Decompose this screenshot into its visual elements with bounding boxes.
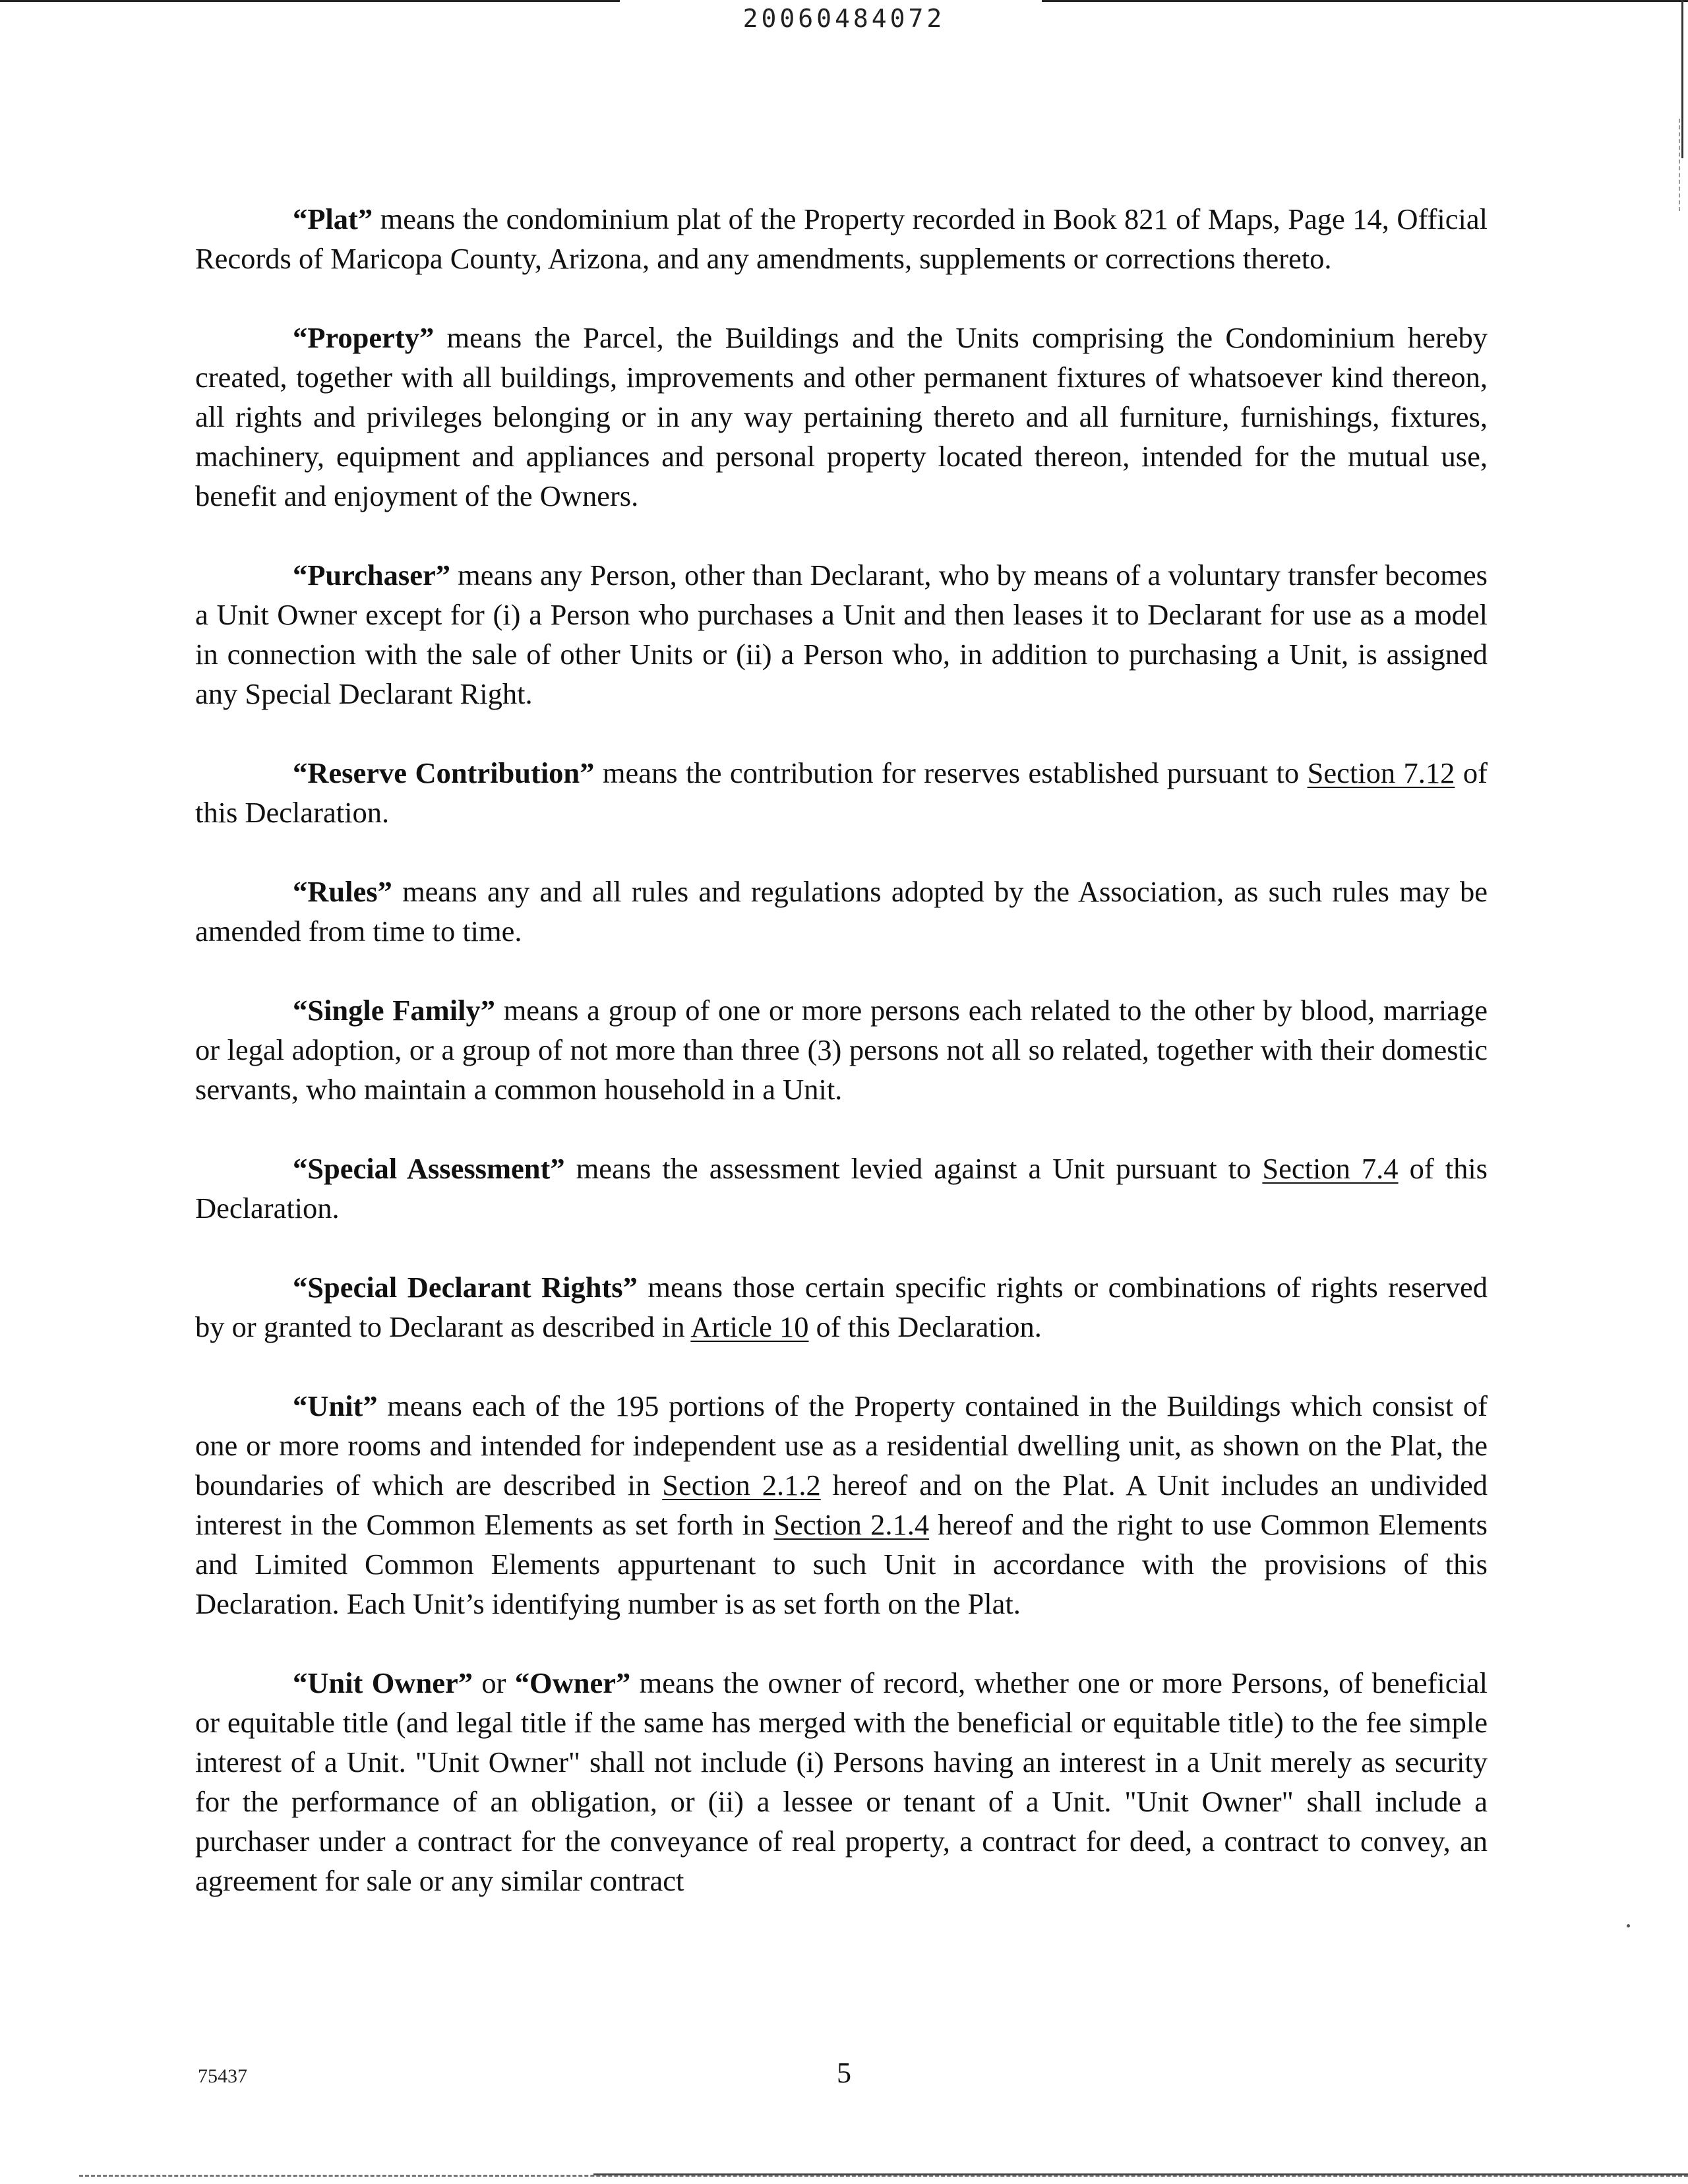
defined-term: “Rules” <box>293 875 392 908</box>
definition-text: of this Declaration. <box>195 1152 1488 1225</box>
defined-term: “Purchaser” <box>293 559 450 592</box>
definition-text: means the condominium plat of the Property recorded in Book 821 of Maps, Page 14, Official Records of Maricopa County, Arizona, and any amendments, supplements or corrections thereto. <box>195 202 1488 275</box>
definition-text: means each of the 195 portions of the Property contained in the Buildings which consist of one or more rooms and intended for independent use as a residential dwelling unit, as shown on the Plat, the boundaries of which are described in <box>195 1389 1488 1502</box>
definition-text: means the assessment levied against a Unit pursuant to <box>564 1152 1263 1185</box>
footer-document-id: 75437 <box>198 2065 247 2087</box>
definition-text: means those certain specific rights or combinations of rights reserved by or granted to Declarant as described in <box>195 1271 1488 1343</box>
scan-edge-marks <box>1679 119 1683 211</box>
definition-text: or <box>472 1666 515 1699</box>
scan-border-top-right <box>1042 0 1688 2</box>
definition-paragraph <box>195 1149 1488 1228</box>
page-number: 5 <box>837 2057 851 2089</box>
section-reference: Section 7.12 <box>1307 756 1455 789</box>
definition-text: means the contribution for reserves established pursuant to <box>594 756 1308 789</box>
definition-text: means a group of one or more persons each related to the other by blood, marriage or legal adoption, or a group of not more than three (3) persons not all so related, together with their domestic servants, who maintain a common household in a Unit. <box>195 994 1488 1106</box>
defined-term: “Owner” <box>514 1666 631 1699</box>
section-reference: Section 2.1.2 <box>662 1469 821 1502</box>
definition-paragraph <box>195 753 1488 832</box>
scan-border-top-left <box>0 0 620 2</box>
definition-text: hereof and on the Plat. A Unit includes an undivided interest in the Common Elements as set forth in <box>195 1469 1488 1541</box>
defined-term: “Special Assessment” <box>293 1152 565 1185</box>
definition-text: of this Declaration. <box>195 756 1488 829</box>
definitions-body <box>195 199 1488 1940</box>
definition-text: means any and all rules and regulations adopted by the Association, as such rules may be amended from time to time. <box>195 875 1488 948</box>
section-reference: Article 10 <box>690 1310 809 1343</box>
defined-term: “Plat” <box>293 202 373 235</box>
definition-paragraph <box>195 318 1488 516</box>
definition-paragraph <box>195 990 1488 1109</box>
recording-number: 20060484072 <box>742 4 946 33</box>
defined-term: “Unit” <box>293 1389 378 1422</box>
defined-term: “Single Family” <box>293 994 495 1027</box>
scan-border-bottom-solid <box>593 2173 1688 2175</box>
defined-term: “Special Declarant Rights” <box>293 1271 638 1304</box>
defined-term: “Unit Owner” <box>293 1666 473 1699</box>
definition-text: hereof and the right to use Common Elements and Limited Common Elements appurtenant to such Unit in accordance with the provisions of this Declaration. Each Unit’s identifying number is as set forth on the Plat. <box>195 1508 1488 1620</box>
definition-text: means the owner of record, whether one or more Persons, of beneficial or equitable title (and legal title if the same has merged with the beneficial or equitable title) to the fee simple interest of a Unit. "Unit Owner" shall not include (i) Persons having an interest in a Unit merely as security for the performance of an obligation, or (ii) a lessee or tenant of a Unit. "Unit Owner" shall include a purchaser under a contract for the conveyance of real property, a contract for deed, a contract to convey, an agreement for sale or any similar contract <box>195 1666 1488 1897</box>
definition-text: means any Person, other than Declarant, who by means of a voluntary transfer becomes a Unit Owner except for (i) a Person who purchases a Unit and then leases it to Declarant for use as a model in connection with the sale of other Units or (ii) a Person who, in addition to purchasing a Unit, is assigned any Special Declarant Right. <box>195 559 1488 710</box>
defined-term: “Reserve Contribution” <box>293 756 595 789</box>
definition-paragraph <box>195 1663 1488 1900</box>
definition-paragraph <box>195 555 1488 713</box>
section-reference: Section 2.1.4 <box>773 1508 930 1541</box>
definition-text: of this Declaration. <box>808 1310 1042 1343</box>
definition-paragraph <box>195 1386 1488 1623</box>
defined-term: “Property” <box>293 321 435 354</box>
section-reference: Section 7.4 <box>1262 1152 1399 1185</box>
definition-paragraph <box>195 199 1488 278</box>
scan-speck <box>1627 1924 1630 1927</box>
definition-paragraph <box>195 1267 1488 1347</box>
definition-paragraph <box>195 872 1488 951</box>
definition-text: means the Parcel, the Buildings and the Units comprising the Condominium hereby created, together with all buildings, improvements and other permanent fixtures of whatsoever kind thereon, all rights and privileges belonging or in any way pertaining thereto and all furniture, furnishings, fixtures, machinery, equipment and appliances and personal property located thereon, intended for the mutual use, benefit and enjoyment of the Owners. <box>195 321 1488 512</box>
